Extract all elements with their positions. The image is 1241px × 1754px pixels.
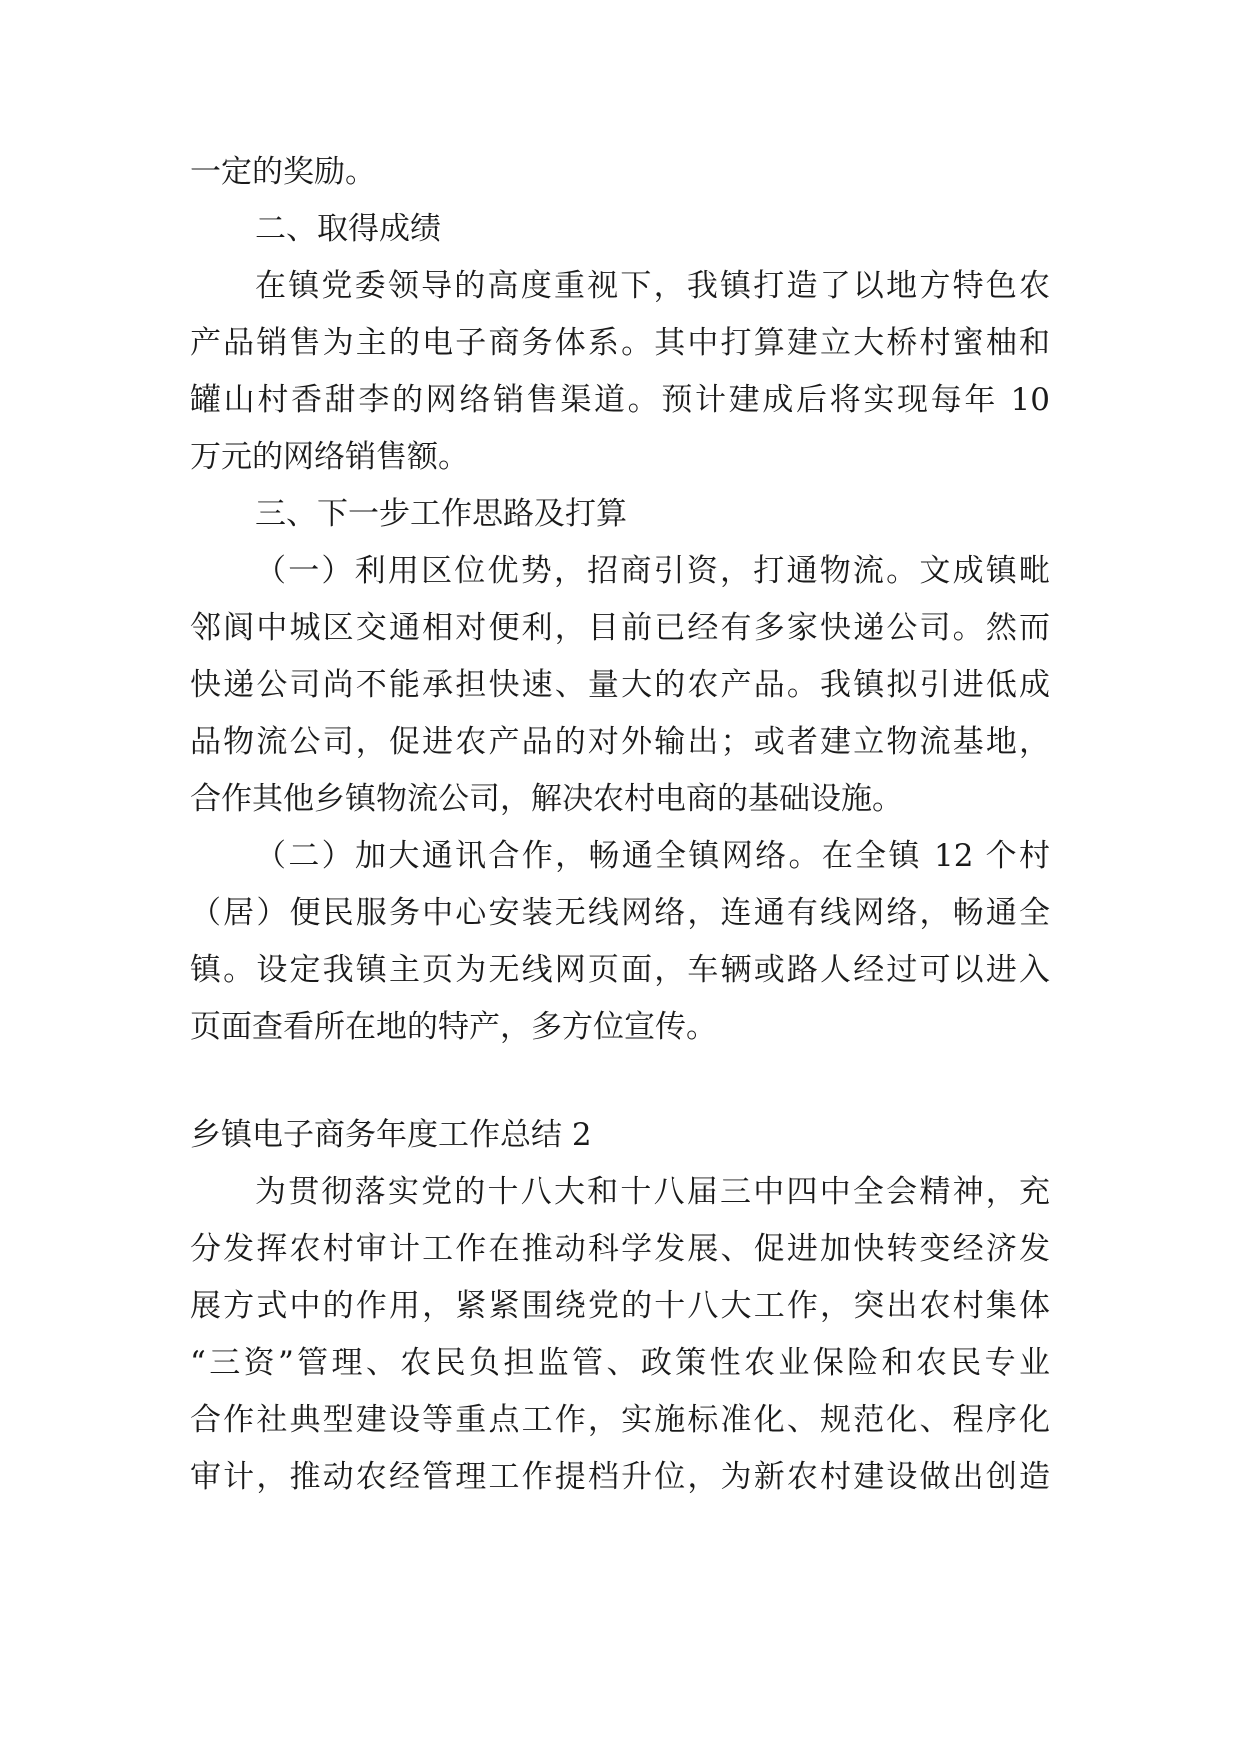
paragraph-continuation: 一定的奖励。 — [190, 154, 376, 190]
paragraph-line: 为贯彻落实党的十八大和十八届三中四中全会精神，充 — [255, 1174, 1050, 1210]
paragraph-line: （居）便民服务中心安装无线网络，连通有线网络，畅通全 — [190, 895, 1050, 931]
paragraph-line: 展方式中的作用，紧紧围绕党的十八大工作，突出农村集体 — [190, 1288, 1050, 1324]
paragraph-line: 万元的网络销售额。 — [190, 439, 469, 475]
paragraph-line: 在镇党委领导的高度重视下，我镇打造了以地方特色农 — [255, 268, 1050, 304]
paragraph-line: （二）加大通讯合作，畅通全镇网络。在全镇 12 个村 — [255, 838, 1050, 874]
paragraph-line: 镇。设定我镇主页为无线网页面，车辆或路人经过可以进入 — [190, 952, 1050, 988]
paragraph-line: 审计，推动农经管理工作提档升位，为新农村建设做出创造 — [190, 1459, 1050, 1495]
section-heading-achievements: 二、取得成绩 — [255, 211, 441, 247]
paragraph-line: 分发挥农村审计工作在推动科学发展、促进加快转变经济发 — [190, 1231, 1050, 1267]
paragraph-line: 快递公司尚不能承担快速、量大的农产品。我镇拟引进低成 — [190, 667, 1050, 703]
paragraph-line: 产品销售为主的电子商务体系。其中打算建立大桥村蜜柚和 — [190, 325, 1050, 361]
paragraph-line: 合作其他乡镇物流公司，解决农村电商的基础设施。 — [190, 781, 903, 817]
document-section-title: 乡镇电子商务年度工作总结 2 — [190, 1117, 592, 1153]
paragraph-line: 罐山村香甜李的网络销售渠道。预计建成后将实现每年 10 — [190, 382, 1050, 418]
paragraph-line: 品物流公司，促进农产品的对外输出；或者建立物流基地， — [190, 724, 1050, 760]
paragraph-line: 邻阆中城区交通相对便利，目前已经有多家快递公司。然而 — [190, 610, 1050, 646]
paragraph-line: “三资”管理、农民负担监管、政策性农业保险和农民专业 — [190, 1345, 1050, 1381]
paragraph-line: 页面查看所在地的特产，多方位宣传。 — [190, 1009, 717, 1045]
section-heading-next-steps: 三、下一步工作思路及打算 — [255, 496, 627, 532]
paragraph-line: （一）利用区位优势，招商引资，打通物流。文成镇毗 — [255, 553, 1050, 589]
paragraph-line: 合作社典型建设等重点工作，实施标准化、规范化、程序化 — [190, 1402, 1050, 1438]
